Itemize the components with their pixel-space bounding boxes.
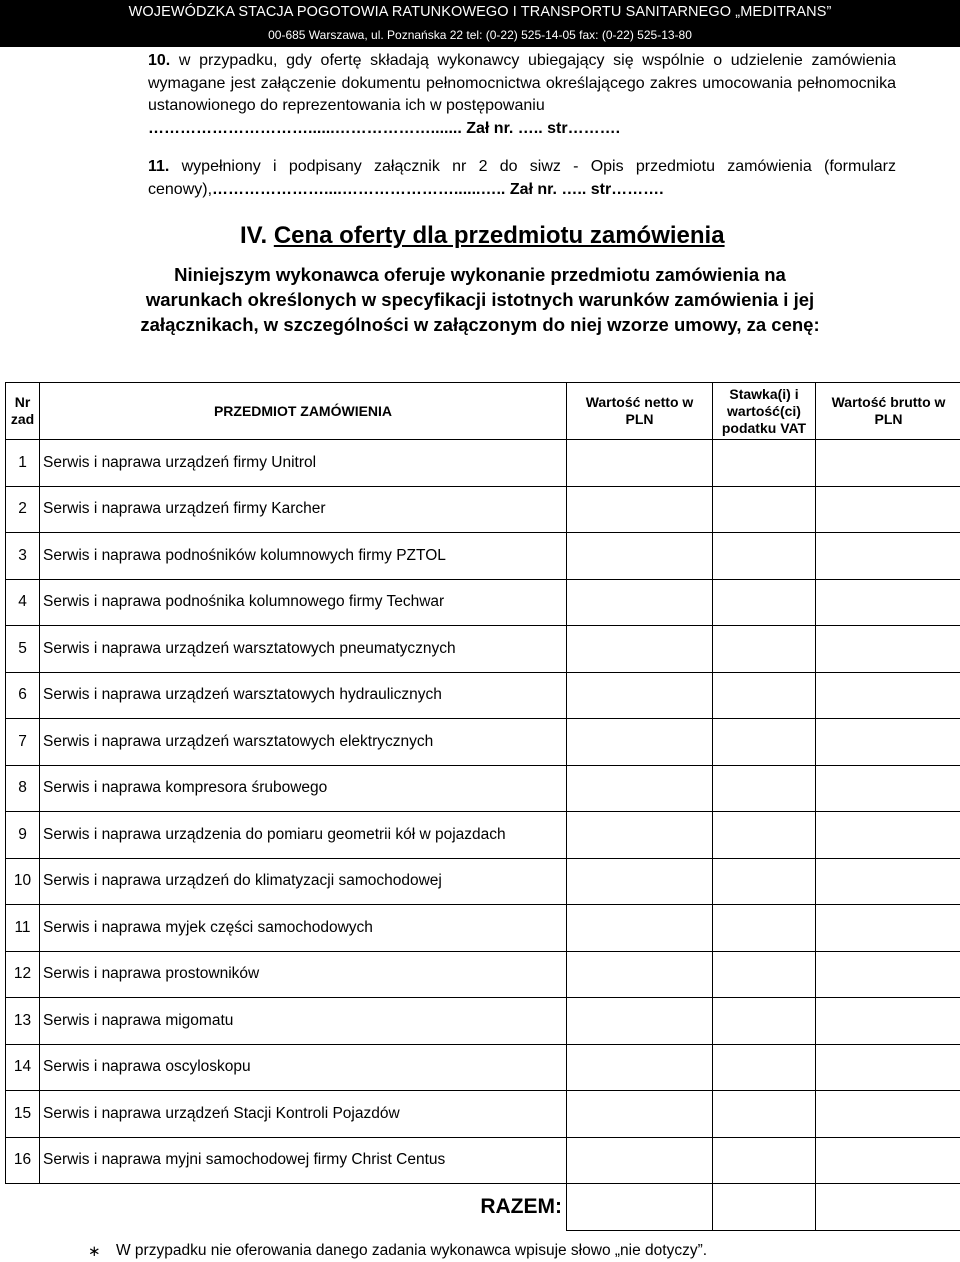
table-row [6, 440, 960, 487]
vat-cell[interactable] [713, 579, 816, 626]
row-number: 8 [6, 765, 40, 812]
net-value-cell[interactable] [567, 1091, 713, 1138]
row-number: 14 [6, 1044, 40, 1091]
row-number: 1 [6, 440, 40, 487]
table-row [6, 486, 960, 533]
vat-cell[interactable] [713, 858, 816, 905]
section-numeral: IV. [240, 222, 268, 249]
table-row [6, 672, 960, 719]
net-value-cell[interactable] [567, 905, 713, 952]
footnote-text: W przypadku nie oferowania danego zadania wykonawca wpisuje słowo „nie dotyczy”. [116, 1242, 708, 1259]
gross-value-cell[interactable] [816, 812, 960, 859]
net-value-cell[interactable] [567, 626, 713, 673]
net-value-cell[interactable] [567, 858, 713, 905]
gross-value-cell[interactable] [816, 1044, 960, 1091]
vat-cell[interactable] [713, 1137, 816, 1184]
net-value-cell[interactable] [567, 719, 713, 766]
row-number: 10 [6, 858, 40, 905]
total-blank [6, 1184, 40, 1231]
gross-value-cell[interactable] [816, 998, 960, 1045]
point-10-text: w przypadku, gdy ofertę składają wykonawcy ubiegający się wspólnie o udzielenie zamówienia wymagane jest załączenie dokumentu pełnomocnictwa określającego zakres umocowania pełnomocnika ustanowionego do reprezentowania ich w postępowaniu [148, 52, 896, 114]
row-number: 13 [6, 998, 40, 1045]
row-number: 12 [6, 951, 40, 998]
vat-cell[interactable] [713, 1044, 816, 1091]
row-number: 11 [6, 905, 40, 952]
row-description: Serwis i naprawa urządzeń warsztatowych elektrycznych [40, 719, 567, 766]
section-title-text: Cena oferty dla przedmiotu zamówienia [273, 222, 725, 249]
table-row [6, 533, 960, 580]
gross-value-cell[interactable] [816, 719, 960, 766]
table-row [6, 858, 960, 905]
vat-cell[interactable] [713, 626, 816, 673]
footnote-asterisk: ∗ [88, 1243, 101, 1260]
row-number: 7 [6, 719, 40, 766]
row-number: 15 [6, 1091, 40, 1138]
point-11-fill-line: …………………....…………………......….. Zał nr. ….. str………. [212, 180, 664, 198]
row-description: Serwis i naprawa urządzeń firmy Unitrol [40, 440, 567, 487]
gross-value-cell[interactable] [816, 951, 960, 998]
total-vat-cell[interactable] [713, 1184, 816, 1231]
row-description: Serwis i naprawa urządzeń warsztatowych hydraulicznych [40, 672, 567, 719]
section-title [240, 222, 725, 250]
table-header-row [6, 383, 960, 440]
row-number: 16 [6, 1137, 40, 1184]
net-value-cell[interactable] [567, 1044, 713, 1091]
gross-value-cell[interactable] [816, 579, 960, 626]
point-10 [148, 50, 896, 140]
point-11-text: wypełniony i podpisany załącznik nr 2 do siwz - Opis przedmiotu zamówienia (formularz cenowy), [148, 158, 897, 198]
vat-cell[interactable] [713, 998, 816, 1045]
offer-statement: Niniejszym wykonawca oferuje wykonanie przedmiotu zamówienia na warunkach określonych w specyfikacji istotnych warunków zamówienia i jej załącznikach, w szczególności w załączonym do niej wzorze umowy, za cenę: [140, 264, 820, 335]
vat-cell[interactable] [713, 812, 816, 859]
gross-value-cell[interactable] [816, 440, 960, 487]
point-11 [148, 156, 896, 201]
gross-value-cell[interactable] [816, 533, 960, 580]
table-row [6, 1091, 960, 1138]
row-description: Serwis i naprawa myjni samochodowej firmy Christ Centus [40, 1137, 567, 1184]
gross-value-cell[interactable] [816, 486, 960, 533]
header-address: 00-685 Warszawa, ul. Poznańska 22 tel: (0-22) 525-14-05 fax: (0-22) 525-13-80 [268, 28, 692, 42]
row-description: Serwis i naprawa migomatu [40, 998, 567, 1045]
header-institution-name: WOJEWÓDZKA STACJA POGOTOWIA RATUNKOWEGO I TRANSPORTU SANITARNEGO „MEDITRANS” [128, 4, 832, 20]
total-label: RAZEM: [40, 1184, 567, 1231]
vat-cell[interactable] [713, 440, 816, 487]
header-subject: PRZEDMIOT ZAMÓWIENIA [40, 383, 567, 440]
point-10-fill-line: …………………………......………………....... Zał nr. ….. str………. [148, 119, 621, 137]
row-description: Serwis i naprawa urządzeń Stacji Kontroli Pojazdów [40, 1091, 567, 1138]
header-gross-value: Wartość brutto w PLN [816, 383, 960, 440]
row-description: Serwis i naprawa oscyloskopu [40, 1044, 567, 1091]
gross-value-cell[interactable] [816, 1091, 960, 1138]
gross-value-cell[interactable] [816, 905, 960, 952]
row-number: 2 [6, 486, 40, 533]
gross-value-cell[interactable] [816, 672, 960, 719]
vat-cell[interactable] [713, 719, 816, 766]
row-number: 4 [6, 579, 40, 626]
row-description: Serwis i naprawa myjek części samochodowych [40, 905, 567, 952]
net-value-cell[interactable] [567, 812, 713, 859]
row-description: Serwis i naprawa podnośnika kolumnowego firmy Techwar [40, 579, 567, 626]
net-value-cell[interactable] [567, 440, 713, 487]
net-value-cell[interactable] [567, 486, 713, 533]
net-value-cell[interactable] [567, 672, 713, 719]
table-row [6, 1137, 960, 1184]
table-row [6, 951, 960, 998]
document-header [0, 0, 960, 47]
vat-cell[interactable] [713, 486, 816, 533]
row-description: Serwis i naprawa prostowników [40, 951, 567, 998]
net-value-cell[interactable] [567, 533, 713, 580]
gross-value-cell[interactable] [816, 765, 960, 812]
net-value-cell[interactable] [567, 579, 713, 626]
net-value-cell[interactable] [567, 765, 713, 812]
gross-value-cell[interactable] [816, 858, 960, 905]
point-11-number: 11. [148, 158, 170, 175]
table-row [6, 905, 960, 952]
total-row [6, 1184, 960, 1231]
table-row [6, 626, 960, 673]
gross-value-cell[interactable] [816, 1137, 960, 1184]
header-vat: Stawka(i) i wartość(ci) podatku VAT [713, 383, 816, 440]
table-row [6, 579, 960, 626]
total-gross-cell[interactable] [816, 1184, 960, 1231]
row-description: Serwis i naprawa podnośników kolumnowych firmy PZTOL [40, 533, 567, 580]
vat-cell[interactable] [713, 951, 816, 998]
net-value-cell[interactable] [567, 951, 713, 998]
row-description: Serwis i naprawa kompresora śrubowego [40, 765, 567, 812]
net-value-cell[interactable] [567, 998, 713, 1045]
net-value-cell[interactable] [567, 1137, 713, 1184]
point-10-number: 10. [148, 52, 171, 69]
vat-cell[interactable] [713, 1091, 816, 1138]
header-net-value: Wartość netto w PLN [567, 383, 713, 440]
total-net-cell[interactable] [567, 1184, 713, 1231]
gross-value-cell[interactable] [816, 626, 960, 673]
vat-cell[interactable] [713, 533, 816, 580]
table-row [6, 1044, 960, 1091]
row-description: Serwis i naprawa urządzeń firmy Karcher [40, 486, 567, 533]
table-row [6, 998, 960, 1045]
price-table [5, 382, 960, 1231]
row-number: 9 [6, 812, 40, 859]
table-row [6, 765, 960, 812]
row-description: Serwis i naprawa urządzenia do pomiaru geometrii kół w pojazdach [40, 812, 567, 859]
row-number: 6 [6, 672, 40, 719]
table-row [6, 719, 960, 766]
vat-cell[interactable] [713, 672, 816, 719]
row-number: 5 [6, 626, 40, 673]
table-row [6, 812, 960, 859]
row-description: Serwis i naprawa urządzeń do klimatyzacji samochodowej [40, 858, 567, 905]
header-nr: Nr zad [6, 383, 40, 440]
row-description: Serwis i naprawa urządzeń warsztatowych pneumatycznych [40, 626, 567, 673]
vat-cell[interactable] [713, 905, 816, 952]
vat-cell[interactable] [713, 765, 816, 812]
row-number: 3 [6, 533, 40, 580]
